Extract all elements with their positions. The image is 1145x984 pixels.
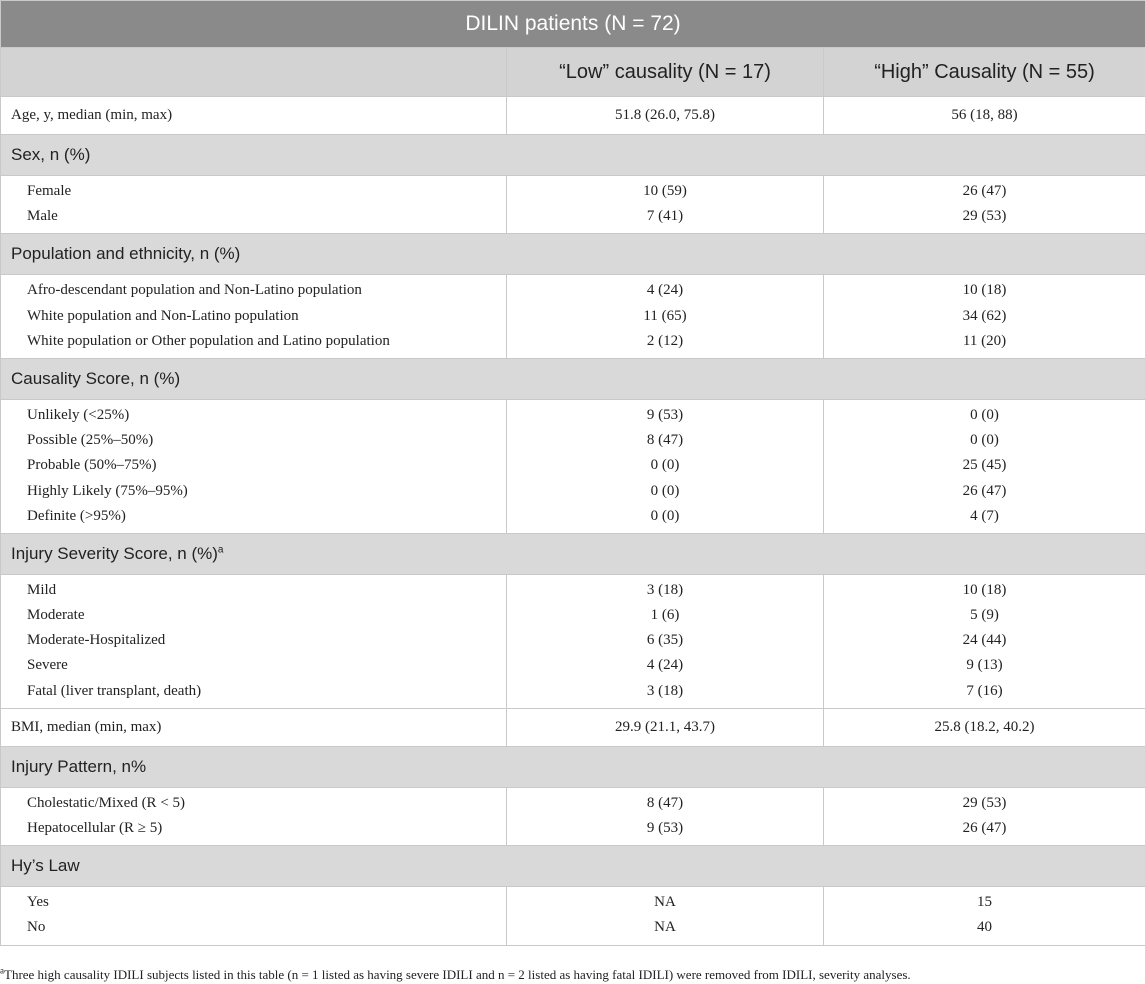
row-label: Fatal (liver transplant, death)	[27, 682, 202, 699]
row-label: Mild	[27, 581, 57, 598]
cell-low: 0 (0)	[650, 482, 680, 499]
cell-high: 5 (9)	[970, 607, 999, 624]
cell-low: 3 (18)	[646, 581, 684, 598]
section-row-population	[1, 234, 1145, 275]
row-label: BMI, median (min, max)	[1, 708, 507, 746]
row-label: Possible (25%–50%)	[27, 432, 154, 449]
cell-low: 7 (41)	[646, 208, 684, 225]
cell-low: 11 (65)	[643, 307, 687, 324]
column-header-row	[1, 48, 1145, 97]
cell-low: 9 (53)	[646, 406, 684, 423]
section-row-causality	[1, 358, 1145, 399]
row-label: Hepatocellular (R ≥ 5)	[27, 820, 163, 836]
cell-low: 51.8 (26.0, 75.8)	[507, 97, 824, 135]
table-row-age	[1, 97, 1145, 135]
section-heading: Population and ethnicity, n (%)	[1, 234, 1145, 275]
cell-high: 10 (18)	[962, 581, 1007, 598]
row-label: Moderate-Hospitalized	[27, 632, 166, 649]
row-label: Moderate	[27, 607, 85, 624]
cell-low: 0 (0)	[650, 507, 680, 524]
cell-high: 25 (45)	[962, 457, 1007, 474]
row-label: Severe	[27, 657, 68, 674]
cell-low: 8 (47)	[646, 794, 684, 811]
cell-low: 9 (53)	[646, 820, 684, 836]
cell-low: 0 (0)	[650, 457, 680, 474]
section-heading-cell	[1, 533, 1145, 574]
section-row-hys-law	[1, 846, 1145, 887]
cell-high: 15	[977, 894, 992, 911]
table-footnote	[0, 967, 911, 983]
footnote-text: Three high causality IDILI subjects listed in this table (n = 1 listed as having severe IDILI and n = 2 listed as having fatal IDILI) were removed from IDILI, severity analyses.	[4, 967, 911, 982]
cell-low: 3 (18)	[646, 682, 684, 699]
row-label: Male	[27, 208, 58, 225]
cell-high: 0 (0)	[970, 406, 999, 423]
cell-low: 10 (59)	[643, 183, 687, 199]
row-label: Yes	[27, 894, 49, 911]
table-row-group-pattern	[1, 787, 1145, 845]
footnote-marker: a	[0, 965, 4, 976]
cell-high: 11 (20)	[962, 332, 1007, 349]
table-row-group-severity	[1, 574, 1145, 708]
cell-high: 25.8 (18.2, 40.2)	[824, 708, 1145, 746]
row-label: Age, y, median (min, max)	[1, 97, 507, 135]
cell-high: 7 (16)	[966, 682, 1003, 699]
table-title: DILIN patients (N = 72)	[1, 1, 1145, 48]
cell-low: 4 (24)	[646, 282, 684, 299]
table-row-bmi	[1, 708, 1145, 746]
cell-low: 8 (47)	[646, 432, 684, 449]
table-row-group-causality	[1, 399, 1145, 533]
section-row-sex	[1, 135, 1145, 176]
row-label: Cholestatic/Mixed (R < 5)	[27, 794, 186, 811]
row-label: Unlikely (<25%)	[27, 406, 130, 423]
cell-high: 26 (47)	[962, 820, 1007, 836]
table-row-group-sex	[1, 176, 1145, 234]
row-label: Afro-descendant population and Non-Latino population	[27, 282, 362, 299]
table-title-row	[1, 1, 1145, 48]
cell-high: 24 (44)	[962, 632, 1007, 649]
header-low-causality: “Low” causality (N = 17)	[507, 48, 824, 97]
row-label: Highly Likely (75%–95%)	[27, 482, 188, 499]
row-label: Definite (>95%)	[27, 507, 126, 524]
cell-high: 26 (47)	[962, 183, 1007, 199]
section-row-pattern	[1, 746, 1145, 787]
cell-low: NA	[654, 894, 676, 911]
cell-high: 10 (18)	[962, 282, 1007, 299]
cell-high: 56 (18, 88)	[824, 97, 1145, 135]
cell-high: 4 (7)	[970, 507, 999, 524]
table-row-group-hys-law	[1, 887, 1145, 945]
section-heading: Hy’s Law	[1, 846, 1145, 887]
table-row-group-population	[1, 275, 1145, 359]
cell-high: 29 (53)	[962, 794, 1007, 811]
section-heading: Injury Pattern, n%	[1, 746, 1145, 787]
cell-low: 4 (24)	[646, 657, 684, 674]
cell-high: 9 (13)	[966, 657, 1003, 674]
cell-high: 40	[977, 919, 992, 936]
cell-low: NA	[654, 919, 676, 936]
cell-low: 6 (35)	[646, 632, 684, 649]
row-label: No	[27, 919, 46, 936]
cell-high: 26 (47)	[962, 482, 1007, 499]
section-row-severity	[1, 533, 1145, 574]
row-label: White population and Non-Latino population	[27, 307, 299, 324]
cell-low: 2 (12)	[646, 332, 684, 349]
section-heading: Causality Score, n (%)	[1, 358, 1145, 399]
row-label: White population or Other population and Latino population	[27, 332, 390, 349]
header-high-causality: “High” Causality (N = 55)	[824, 48, 1145, 97]
row-label: Probable (50%–75%)	[27, 457, 157, 474]
section-heading: Injury Severity Score, n (%)	[11, 543, 218, 563]
cell-high: 0 (0)	[970, 432, 999, 449]
header-empty-cell	[1, 48, 507, 97]
cell-low: 29.9 (21.1, 43.7)	[507, 708, 824, 746]
row-label: Female	[27, 183, 72, 199]
cell-high: 34 (62)	[962, 307, 1007, 324]
footnote-marker: a	[217, 544, 224, 556]
cell-high: 29 (53)	[962, 208, 1007, 225]
cell-low: 1 (6)	[650, 607, 680, 624]
section-heading: Sex, n (%)	[1, 135, 1145, 176]
